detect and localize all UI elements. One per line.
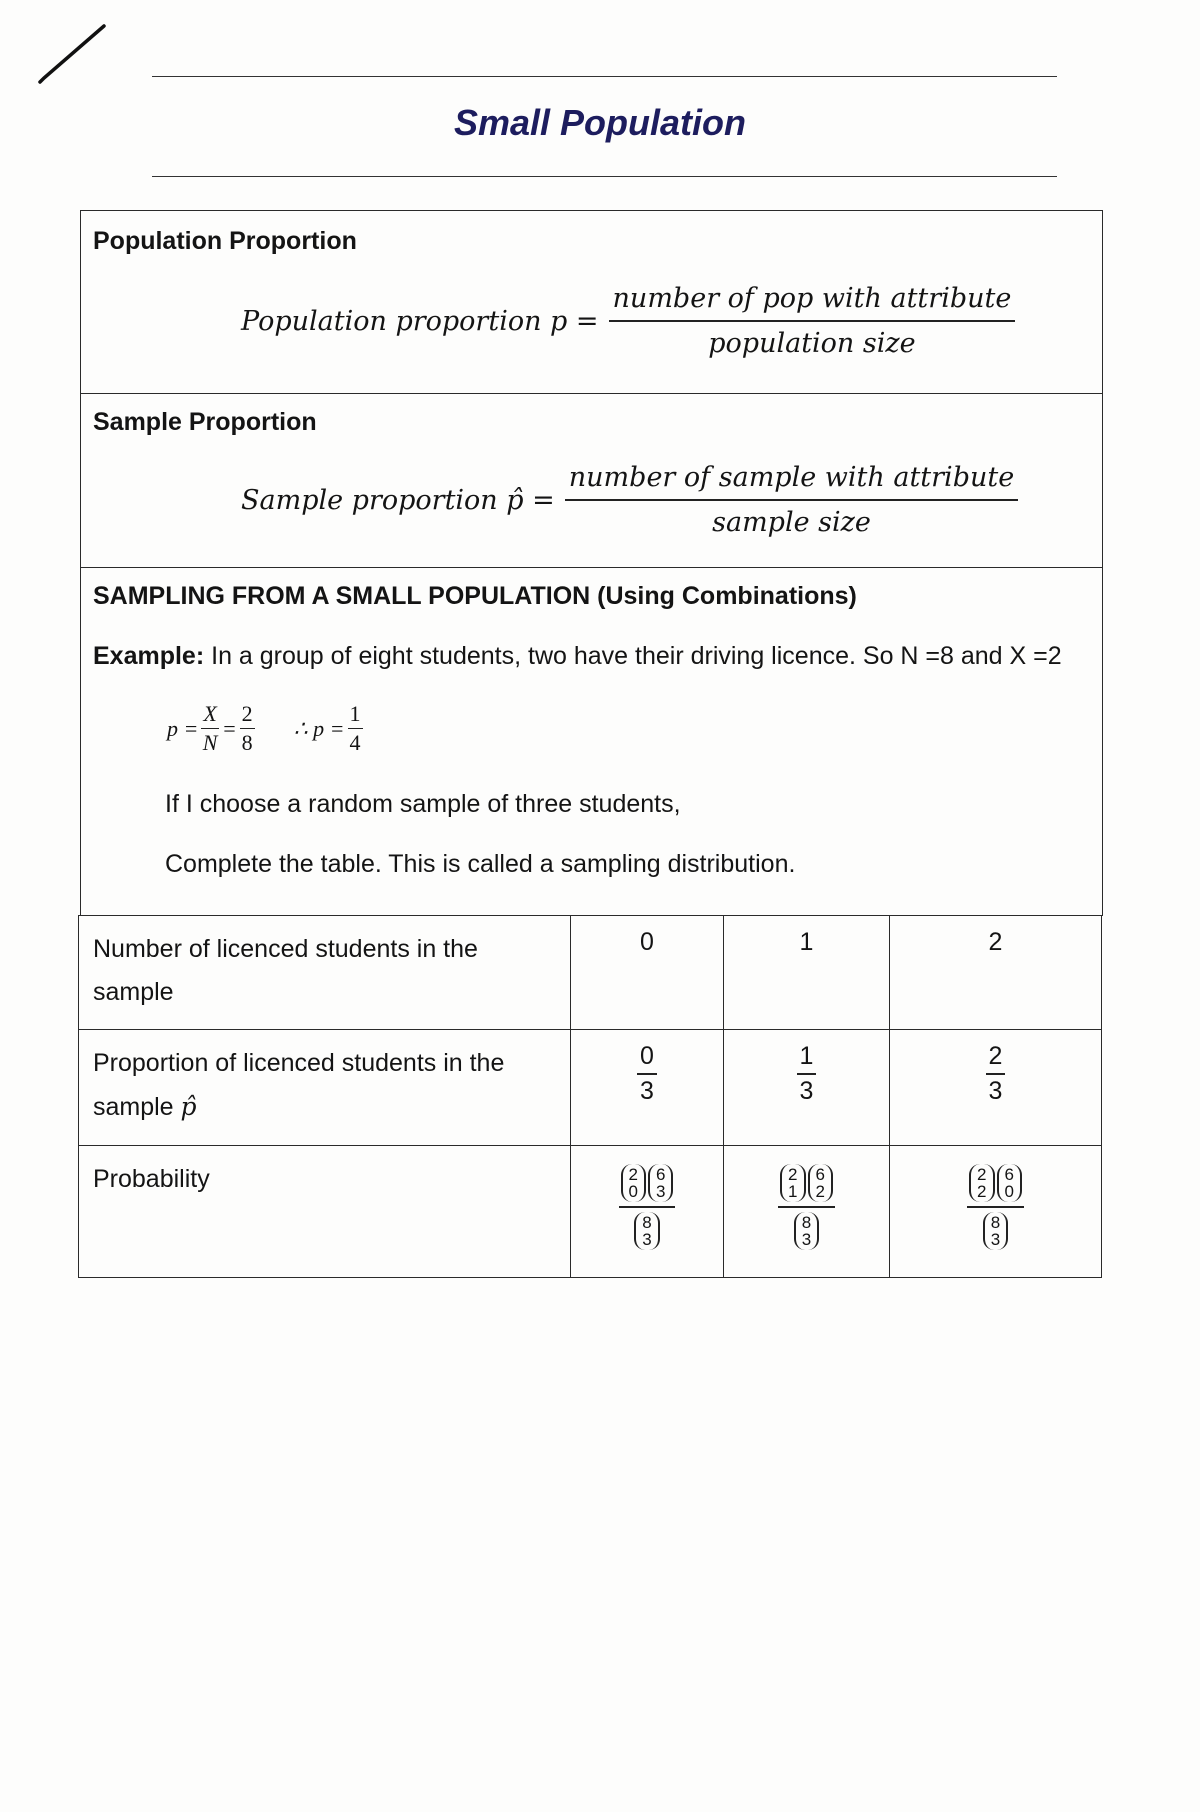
fraction-numerator: 1 bbox=[797, 1042, 817, 1075]
table-row bbox=[79, 1030, 1102, 1146]
instruction-line-1: If I choose a random sample of three students, bbox=[165, 790, 681, 818]
population-fraction bbox=[609, 283, 1016, 359]
population-formula bbox=[241, 283, 1015, 359]
binomial-coefficient: 8 3 bbox=[794, 1212, 819, 1250]
calc-eq: = bbox=[221, 715, 237, 741]
table-cell[interactable] bbox=[724, 1146, 890, 1278]
calc-frac-1-over-4 bbox=[348, 703, 363, 754]
sampling-distribution-table bbox=[78, 915, 1102, 1278]
calc-eight: 8 bbox=[241, 730, 253, 755]
sample-denominator: sample size bbox=[712, 507, 871, 538]
table-cell[interactable] bbox=[890, 1030, 1102, 1146]
calc-frac-2-over-8 bbox=[240, 703, 255, 754]
calc-n: N bbox=[202, 730, 218, 755]
calc-therefore: ∴ p = bbox=[293, 715, 345, 741]
combination-probability bbox=[619, 1164, 676, 1250]
population-formula-lhs: Population proportion p = bbox=[241, 305, 599, 337]
table-cell[interactable] bbox=[571, 1146, 724, 1278]
sample-fraction bbox=[565, 462, 1018, 538]
population-heading: Population Proportion bbox=[93, 227, 357, 255]
table-cell[interactable] bbox=[571, 1030, 724, 1146]
binomial-coefficient: 8 3 bbox=[983, 1212, 1008, 1250]
sample-numerator: number of sample with attribute bbox=[565, 462, 1018, 501]
population-proportion-box bbox=[80, 210, 1103, 394]
combination-probability bbox=[778, 1164, 835, 1250]
binomial-coefficient: 6 2 bbox=[808, 1164, 833, 1202]
table-cell[interactable]: 1 bbox=[724, 916, 890, 1030]
row-label-probability: Probability bbox=[79, 1146, 571, 1278]
fraction-numerator: 2 bbox=[986, 1042, 1006, 1075]
sampling-heading: SAMPLING FROM A SMALL POPULATION (Using Combinations) bbox=[93, 582, 857, 610]
binomial-coefficient: 2 2 bbox=[969, 1164, 994, 1202]
calc-four: 4 bbox=[349, 730, 361, 755]
example-text: In a group of eight students, two have their driving licence. So N =8 and X =2 bbox=[204, 642, 1062, 670]
title-rule-top bbox=[152, 76, 1057, 77]
binomial-coefficient: 8 3 bbox=[634, 1212, 659, 1250]
fraction-numerator: 0 bbox=[637, 1042, 657, 1075]
sample-heading: Sample Proportion bbox=[93, 408, 317, 436]
population-numerator: number of pop with attribute bbox=[609, 283, 1016, 322]
table-cell[interactable] bbox=[890, 1146, 1102, 1278]
binomial-coefficient: 6 0 bbox=[997, 1164, 1022, 1202]
fraction-denominator: 3 bbox=[640, 1076, 654, 1105]
calc-x: X bbox=[201, 703, 218, 729]
sample-formula-lhs: Sample proportion p̂ = bbox=[241, 484, 555, 516]
binomial-coefficient: 6 3 bbox=[648, 1164, 673, 1202]
calc-two: 2 bbox=[240, 703, 255, 729]
instruction-line-2: Complete the table. This is called a sampling distribution. bbox=[165, 850, 796, 878]
row-label-proportion-text: Proportion of licenced students in the sample bbox=[93, 1049, 505, 1121]
binomial-coefficient: 2 1 bbox=[780, 1164, 805, 1202]
example-label: Example: bbox=[93, 642, 205, 670]
combination-probability bbox=[967, 1164, 1024, 1250]
row-label-number-licenced: Number of licenced students in the sample bbox=[79, 916, 571, 1030]
table-cell[interactable]: 0 bbox=[571, 916, 724, 1030]
p-hat-symbol: p̂ bbox=[180, 1092, 197, 1121]
table-cell[interactable]: 2 bbox=[890, 916, 1102, 1030]
sample-proportion-box bbox=[80, 393, 1103, 568]
sampling-box bbox=[80, 567, 1103, 916]
table-row bbox=[79, 916, 1102, 1030]
calc-frac-x-over-n bbox=[201, 703, 218, 754]
pen-stroke-mark bbox=[38, 22, 108, 84]
table-row bbox=[79, 1146, 1102, 1278]
calc-one: 1 bbox=[348, 703, 363, 729]
example-line bbox=[93, 642, 1062, 671]
table-cell[interactable] bbox=[724, 1030, 890, 1146]
page-title: Small Population bbox=[453, 102, 747, 143]
sample-formula bbox=[241, 462, 1018, 538]
binomial-coefficient: 2 0 bbox=[621, 1164, 646, 1202]
calc-p-eq: p = bbox=[167, 715, 199, 741]
population-denominator: population size bbox=[708, 328, 916, 359]
fraction-denominator: 3 bbox=[988, 1076, 1003, 1105]
proportion-calculation bbox=[167, 703, 366, 754]
row-label-proportion-licenced bbox=[79, 1030, 571, 1146]
title-rule-bottom bbox=[152, 176, 1057, 177]
fraction-denominator: 3 bbox=[799, 1076, 814, 1105]
